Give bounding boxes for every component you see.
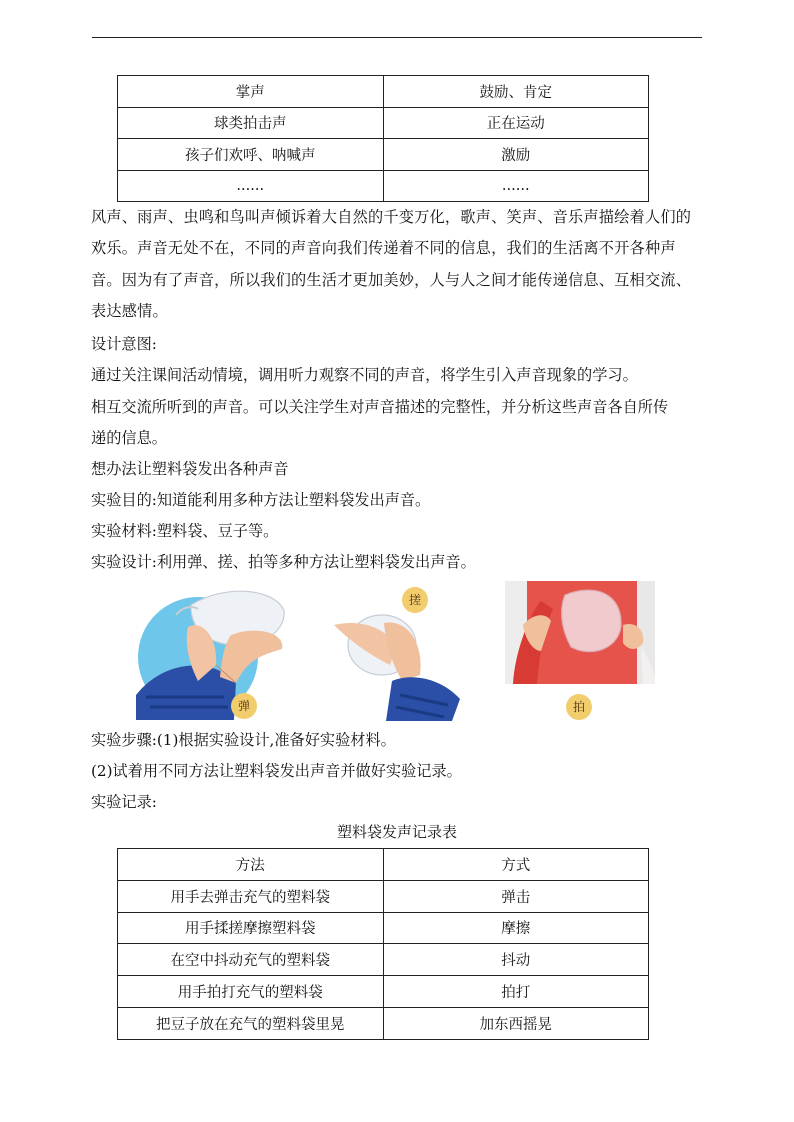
record-heading: 实验记录: [91, 793, 157, 811]
table-cell: ...... [383, 170, 649, 202]
design-intent-text: 相互交流所听到的声音。可以关注学生对声音描述的完整性，并分析这些声音各自所传 [91, 398, 669, 416]
design-intent-heading: 设计意图: [91, 335, 157, 353]
header-rule [92, 37, 702, 38]
sound-meaning-table [117, 75, 649, 202]
table-cell: 摩擦 [383, 912, 649, 944]
experiment-steps: 实验步骤:(1)根据实验设计,准备好实验材料。 [91, 731, 396, 749]
table-cell: 正在运动 [383, 107, 649, 139]
experiment-purpose: 实验目的:知道能利用多种方法让塑料袋发出声音。 [91, 491, 431, 509]
table-cell: 用手拍打充气的塑料袋 [118, 976, 384, 1008]
flick-label-badge: 弹 [231, 693, 257, 719]
record-table [117, 848, 649, 1040]
table-cell: 孩子们欢呼、呐喊声 [118, 139, 384, 171]
table-cell: 加东西摇晃 [383, 1007, 649, 1039]
record-table-caption: 塑料袋发声记录表 [336, 823, 457, 841]
table-row [118, 1007, 649, 1039]
table-cell: 用手揉搓摩擦塑料袋 [118, 912, 384, 944]
column-header: 方法 [118, 849, 384, 881]
table-cell: 弹击 [383, 880, 649, 912]
table-cell: 鼓励、肯定 [383, 76, 649, 108]
rub-label-badge: 搓 [402, 587, 428, 613]
table-row [118, 944, 649, 976]
pat-label-badge: 拍 [566, 694, 592, 720]
nature-sounds-paragraph: 风声、雨声、虫鸣和鸟叫声倾诉着大自然的千变万化，歌声、笑声、音乐声描绘着人们的欢乐。声音无处不在，不同的声音向我们传递着不同的信息，我们的生活离不开各种声音。因为有了声音，所以我们的生活才更加美妙，人与人之间才能传递信息、互相交流、表达感情。 [91, 208, 692, 321]
experiment-materials: 实验材料:塑料袋、豆子等。 [91, 522, 279, 540]
pat-bag-photo [505, 581, 655, 684]
table-cell: 球类拍击声 [118, 107, 384, 139]
table-row [118, 880, 649, 912]
table-row [118, 76, 649, 108]
table-cell: 抖动 [383, 944, 649, 976]
table-cell: 用手去弹击充气的塑料袋 [118, 880, 384, 912]
rub-bag-photo [330, 605, 465, 721]
design-intent-text: 递的信息。 [91, 429, 167, 447]
design-intent-text: 通过关注课间活动情境，调用听力观察不同的声音，将学生引入声音现象的学习。 [91, 366, 638, 384]
table-cell: ...... [118, 170, 384, 202]
experiment-design: 实验设计:利用弹、搓、拍等多种方法让塑料袋发出声音。 [91, 553, 476, 571]
table-row [118, 170, 649, 202]
table-header-row [118, 849, 649, 881]
experiment-title: 想办法让塑料袋发出各种声音 [91, 460, 289, 478]
table-cell: 激励 [383, 139, 649, 171]
table-cell: 拍打 [383, 976, 649, 1008]
table-row [118, 107, 649, 139]
table-cell: 把豆子放在充气的塑料袋里晃 [118, 1007, 384, 1039]
experiment-steps: (2)试着用不同方法让塑料袋发出声音并做好实验记录。 [91, 762, 462, 780]
table-cell: 掌声 [118, 76, 384, 108]
flick-bag-photo [136, 585, 296, 720]
table-cell: 在空中抖动充气的塑料袋 [118, 944, 384, 976]
column-header: 方式 [383, 849, 649, 881]
table-row [118, 139, 649, 171]
table-row [118, 912, 649, 944]
table-row [118, 976, 649, 1008]
